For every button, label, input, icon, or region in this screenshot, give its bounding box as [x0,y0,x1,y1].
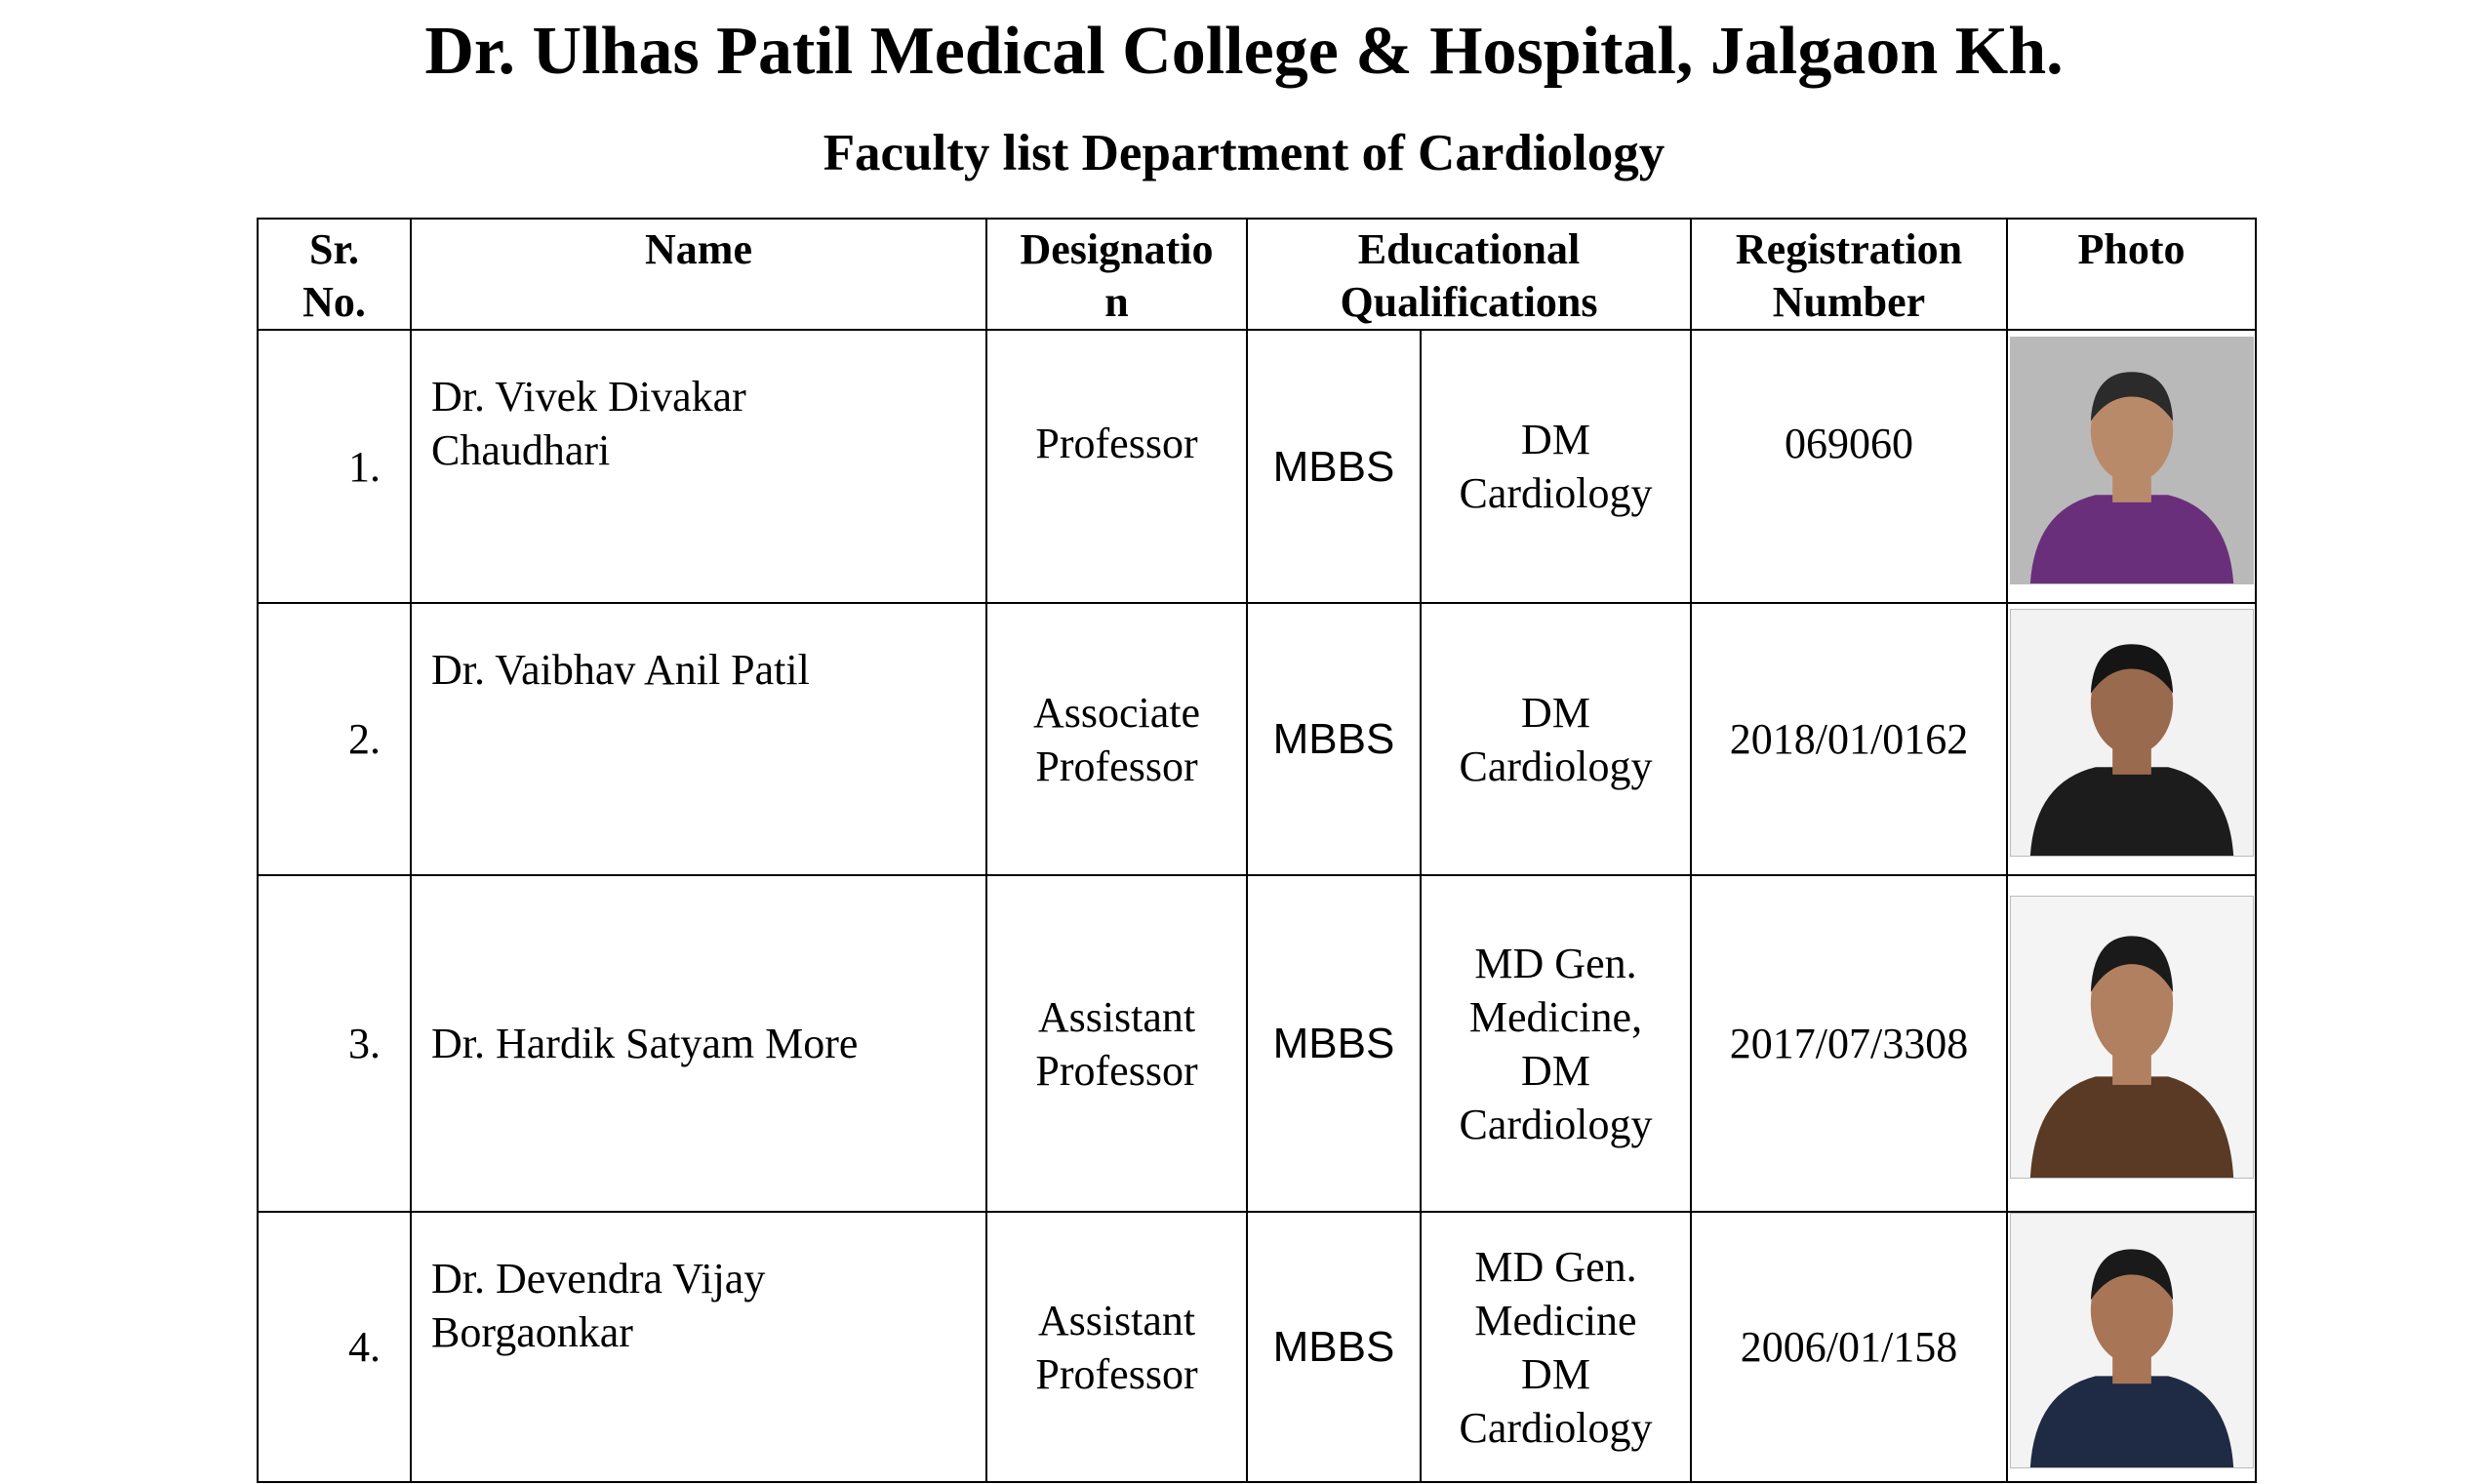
row-designation: Assistant Professor [986,1212,1247,1482]
row-designation: Associate Professor [986,603,1247,875]
header-sr-no: Sr. No. [258,219,411,330]
row-ug-degree: MBBS [1247,875,1421,1212]
row-pg-degree: MD Gen. Medicine, DM Cardiology [1421,875,1691,1212]
row-sr-no: 3. [258,875,411,1212]
table-row [258,603,2256,875]
faculty-photo [2010,609,2254,857]
header-name: Name [411,219,986,330]
table-row [258,330,2256,603]
row-pg-degree: DM Cardiology [1421,603,1691,875]
row-sr-no: 4. [258,1212,411,1482]
row-designation-text: Professor [1035,419,1198,467]
row-photo-cell [2007,875,2256,1212]
row-name: Dr. Vaibhav Anil Patil [411,603,986,875]
row-ug-degree: MBBS [1247,330,1421,603]
header-educational-qualifications: Educational Qualifications [1247,219,1691,330]
document-subtitle: Faculty list Department of Cardiology [823,125,1665,181]
header-registration-number: Registration Number [1691,219,2007,330]
row-registration-number: 2018/01/0162 [1691,603,2007,875]
row-photo-cell [2007,330,2256,603]
table-row [258,875,2256,1212]
table-row [258,1212,2256,1482]
faculty-photo [2010,896,2254,1179]
row-ug-degree: MBBS [1247,603,1421,875]
row-registration-number [1691,330,2007,603]
row-sr-no: 2. [258,603,411,875]
faculty-table [257,218,2257,1483]
portrait-silhouette [2011,338,2253,583]
portrait-silhouette [2011,897,2253,1178]
portrait-silhouette [2011,1214,2253,1467]
row-pg-degree: DM Cardiology [1421,330,1691,603]
row-registration-number: 2006/01/158 [1691,1212,2007,1482]
row-registration-text: 069060 [1785,419,1913,467]
row-name: Dr. Devendra Vijay Borgaonkar [411,1212,986,1482]
header-designation: Designatio n [986,219,1247,330]
row-designation: Assistant Professor [986,875,1247,1212]
row-registration-number: 2017/07/3308 [1691,875,2007,1212]
header-photo: Photo [2007,219,2256,330]
row-photo-cell [2007,1212,2256,1482]
row-designation [986,330,1247,603]
row-photo-cell [2007,603,2256,875]
faculty-photo [2010,337,2254,584]
row-name: Dr. Hardik Satyam More [411,875,986,1212]
row-pg-degree: MD Gen. Medicine DM Cardiology [1421,1212,1691,1482]
row-sr-no: 1. [258,330,411,603]
row-ug-degree: MBBS [1247,1212,1421,1482]
table-header-row [258,219,2256,330]
faculty-photo [2010,1213,2254,1468]
row-name: Dr. Vivek Divakar Chaudhari [411,330,986,603]
portrait-silhouette [2011,610,2253,856]
document-title: Dr. Ulhas Patil Medical College & Hospital, Jalgaon Kh. [424,14,2064,89]
